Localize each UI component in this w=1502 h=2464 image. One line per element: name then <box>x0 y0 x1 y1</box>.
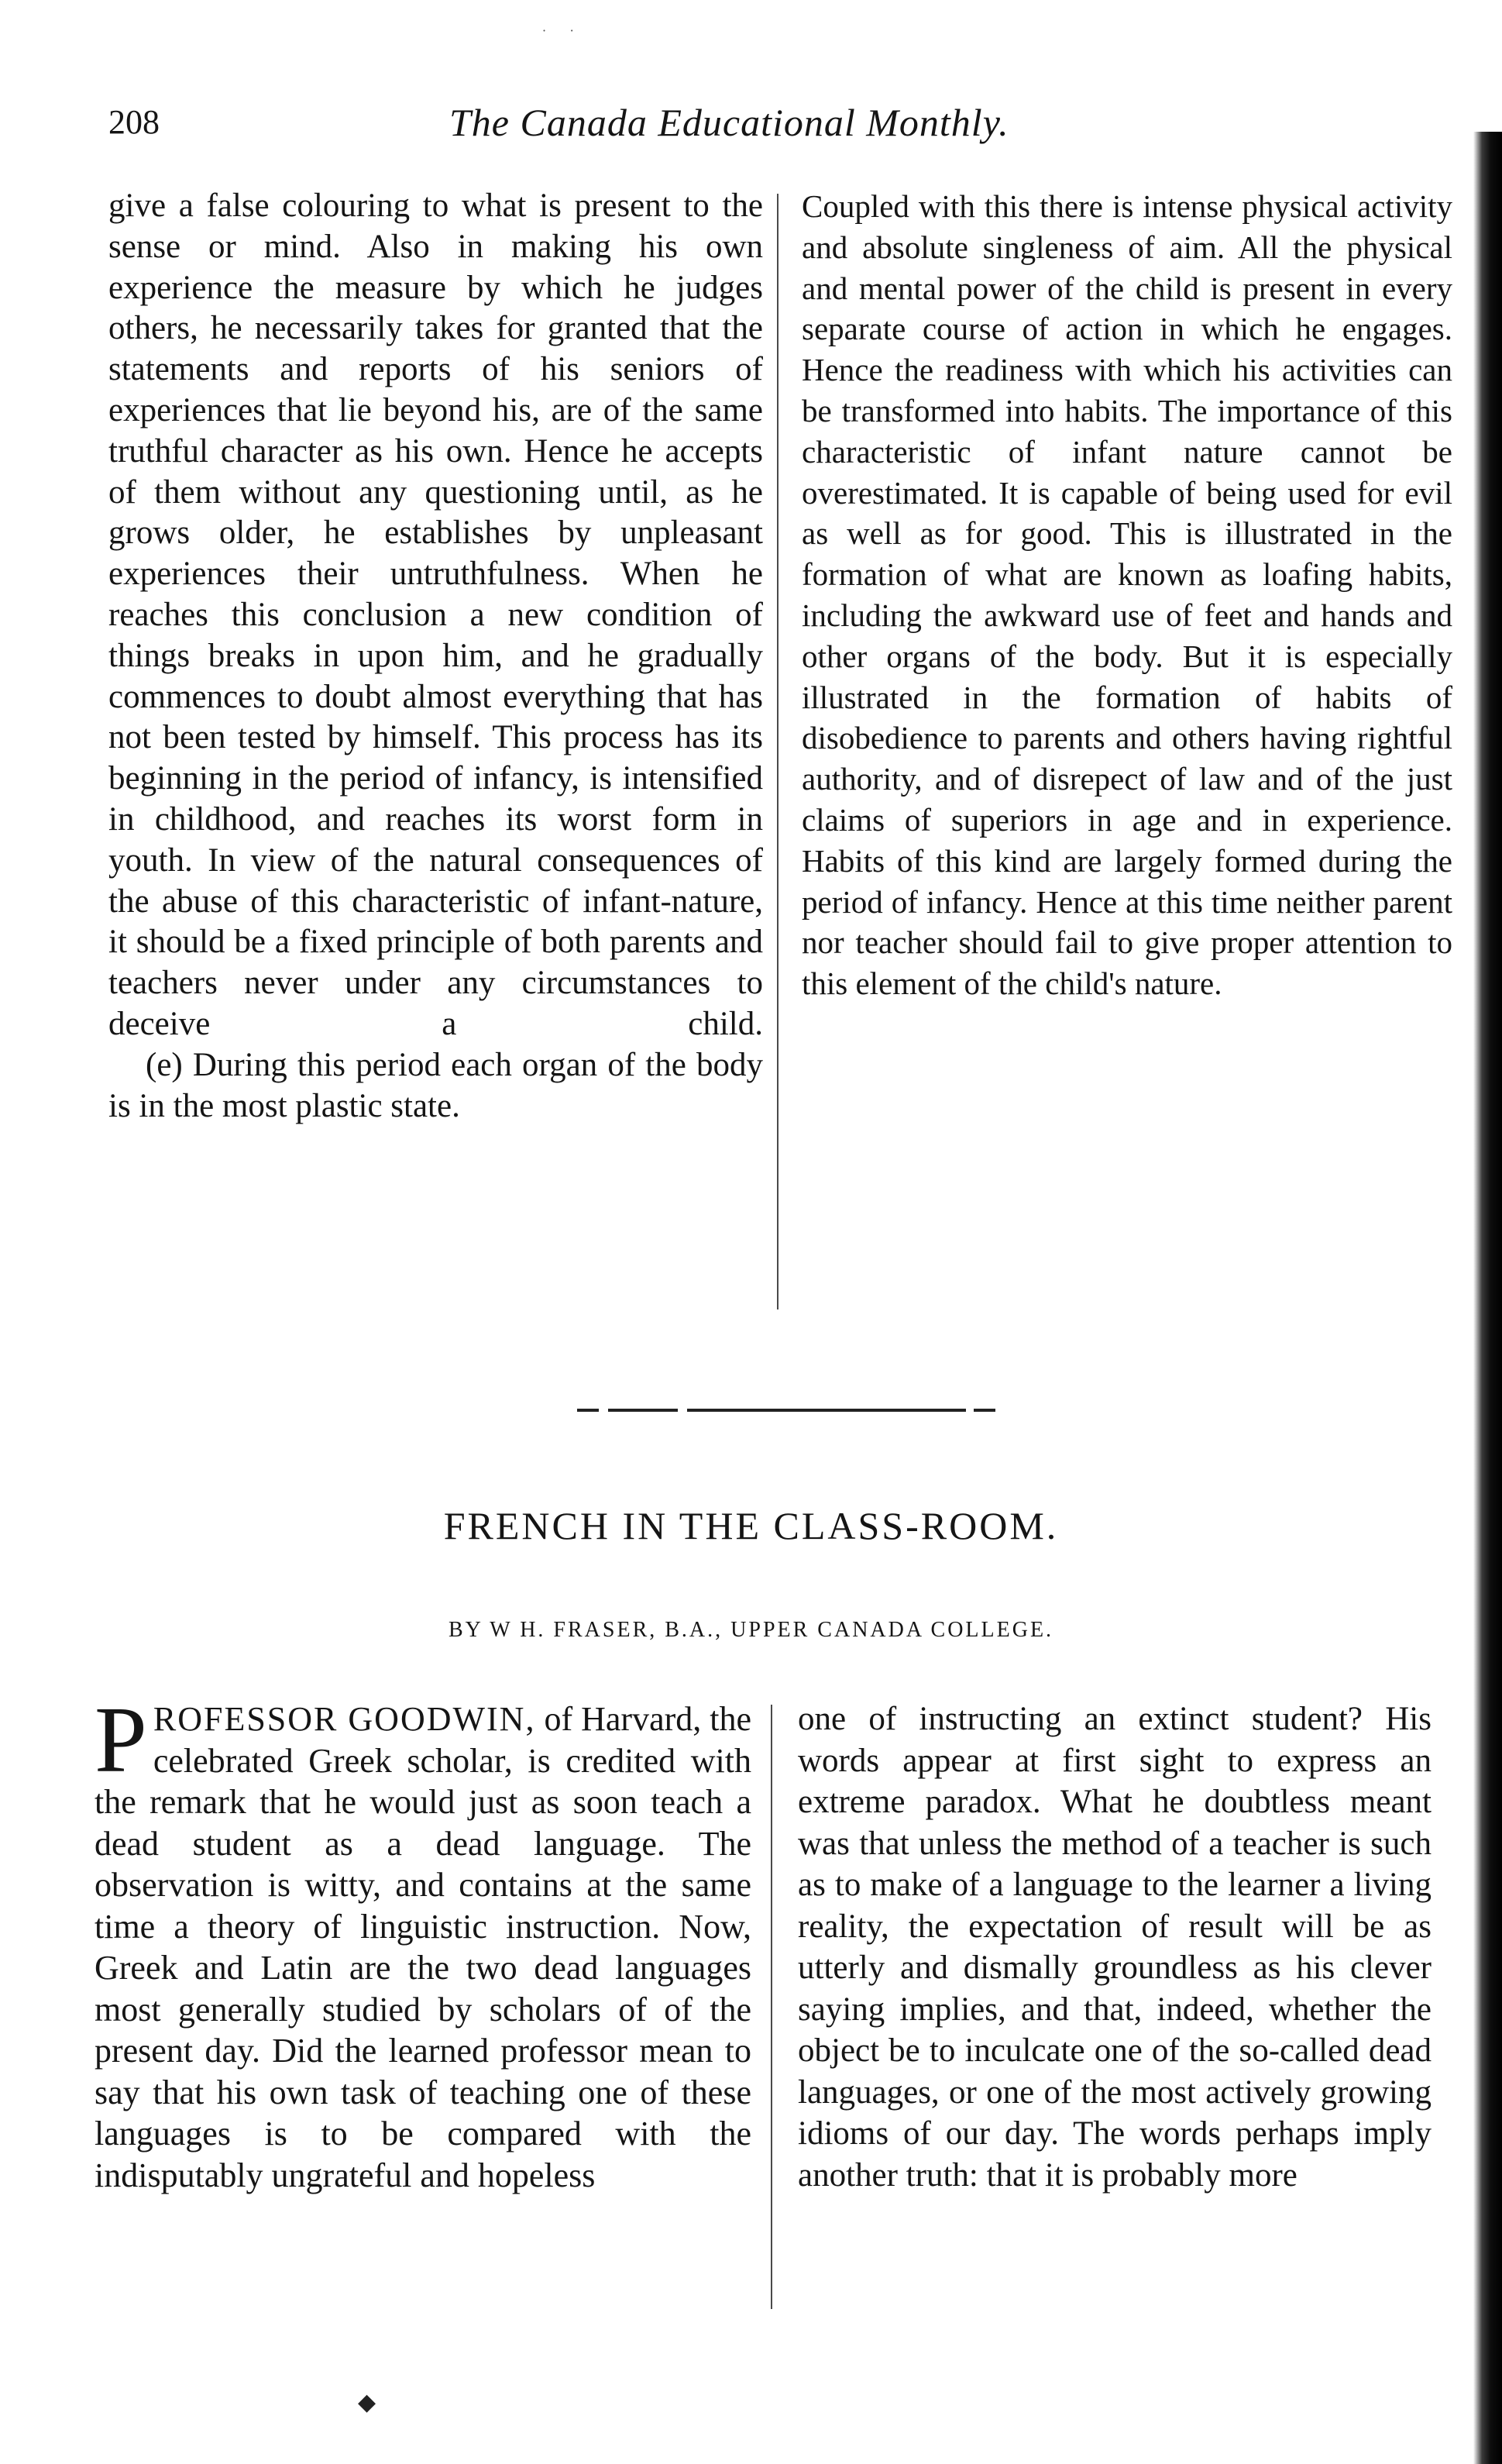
opening-paragraph-text: of Harvard, the celebrated Greek scholar, is credited with the remark that he would just as soon teach a dead student as a dead language. The observation is witty, and contains at the same time a theory of linguistic instruction. Now, Greek and Latin are the two dead languages most generally studied by scholars of of the present day. Did the learned professor mean to say that his own task of teaching one of these languages is to be compared with the indisputably ungrateful and hopeless <box>95 1700 751 2194</box>
paragraph-section-e: (e) During this period each organ of the body is in the most plastic state. <box>108 1046 763 1124</box>
top-left-column <box>108 186 763 1127</box>
column-divider-bottom <box>771 1705 772 2309</box>
journal-title: The Canada Educational Monthly. <box>449 101 1009 144</box>
running-header <box>108 99 1115 153</box>
article-byline: BY W H. FRASER, B.A., UPPER CANADA COLLEGE. <box>448 1618 1054 1642</box>
article-opening-paragraph <box>95 1688 751 2196</box>
opening-small-caps: ROFESSOR GOODWIN, <box>153 1700 536 1738</box>
column-divider-top <box>777 194 778 1309</box>
article-right-column <box>798 1698 1432 2196</box>
drop-cap: P <box>95 1688 147 1792</box>
fleuron-icon: ◆ <box>358 2389 376 2416</box>
page-number: 208 <box>108 103 160 141</box>
print-specks: · · <box>542 23 574 38</box>
article-left-column <box>95 1688 751 2196</box>
paragraph-continued: give a false colouring to what is present to the sense or mind. Also in making his own experience the measure by which he judges others, he necessarily takes for granted that the statements and reports of his seniors of experiences that lie beyond his, are of the same truthful character as his own. Hence he accepts of them without any questioning until, as he grows older, he establishes by unpleasant experiences their untruthfulness. When he reaches this conclusion a new condition of things breaks in upon him, and he gradually commences to doubt almost everything that has not been tested by himself. This process has its beginning in the period of infancy, is intensified in childhood, and reaches its worst form in youth. In view of the natural consequences of the abuse of this characteristic of infant-nature, it should be a fixed principle of both parents and teachers never under any circumstances to deceive a child. <box>108 188 763 1042</box>
top-right-column <box>802 186 1452 1004</box>
binding-shadow <box>1473 0 1502 2464</box>
paragraph-continued-right: Coupled with this there is intense physical activity and absolute singleness of aim. All the physical and mental power of the child is present in every separate course of action in which he engages. Hence the readiness with which his activities can be transformed into habits. The importance of this characteristic of infant nature cannot be overestimated. It is capable of being used for evil as well as for good. This is illustrated in the formation of what are known as loafing habits, including the awkward use of feet and hands and other organs of the body. But it is especially illustrated in the formation of habits of disobedience to parents and others having rightful authority, and of disrepect of law and of the just claims of superiors in age and in experience. Habits of this kind are largely formed during the period of infancy. Hence at this time neither parent nor teacher should fail to give proper attention to this element of the child's nature. <box>802 188 1452 1002</box>
section-divider-rule <box>577 1409 995 1412</box>
article-title: FRENCH IN THE CLASS-ROOM. <box>443 1504 1059 1547</box>
article-right-paragraph: one of instructing an extinct student? His words appear at first sight to express an extreme paradox. What he doubtless meant was that unless the method of a teacher is such as to make of a language to the learner a living reality, the expectation of result will be as utterly and dismally groundless as his clever saying implies, and that, indeed, whether the object be to inculcate one of the so-called dead languages, or one of the most actively growing idioms of our day. The words perhaps imply another truth: that it is probably more <box>798 1701 1432 2194</box>
binding-top-margin <box>1472 0 1502 132</box>
